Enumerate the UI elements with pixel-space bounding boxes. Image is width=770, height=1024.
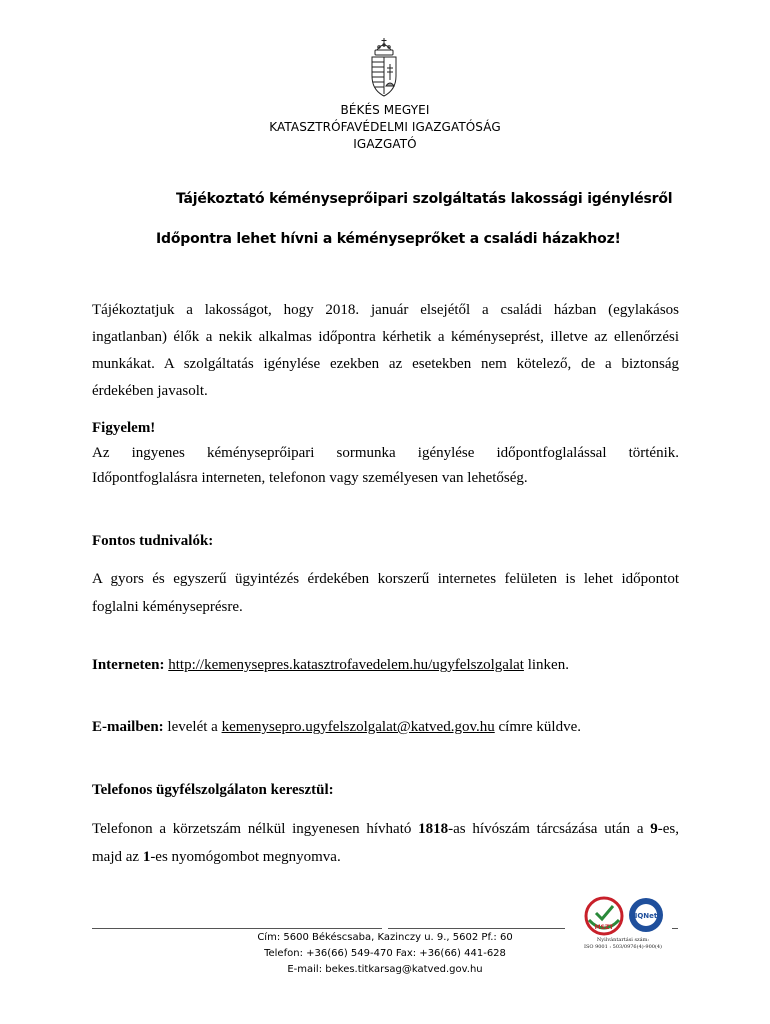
phone-text: Telefonon a körzetszám nélkül ingyenesen hívható xyxy=(92,821,412,837)
header-directorate: KATASZTRÓFAVÉDELMI IGAZGATÓSÁG xyxy=(269,120,501,134)
paragraph-line: Tájékoztatjuk a lakosságot, hogy 2018. január elsejétől a családi házban (egylakásos xyxy=(92,302,679,318)
iqnet-certification-logo-icon xyxy=(627,896,665,934)
email-suffix: címre küldve. xyxy=(498,719,581,735)
certification-caption-line: Nyilvántartási szám: xyxy=(596,937,650,943)
mszt-logo-text: MSZT xyxy=(594,924,614,931)
paragraph-line: foglalni kéményseprésre. xyxy=(92,599,243,615)
footer-email: E-mail: bekes.titkarsag@katved.gov.hu xyxy=(287,964,483,975)
menu-digit: 9 xyxy=(650,821,658,837)
hungarian-coat-of-arms-icon xyxy=(366,36,402,98)
iqnet-logo-text: IQNet xyxy=(634,912,658,920)
mszt-certification-logo-icon xyxy=(583,896,625,936)
service-email-link[interactable]: kemenysepro.ugyfelszolgalat@katved.gov.hu xyxy=(221,719,495,735)
internet-label: Interneten: xyxy=(92,657,165,673)
certification-caption xyxy=(571,937,675,951)
paragraph-line: Időpontfoglalásra interneten, telefonon vagy személyesen van lehetőség. xyxy=(92,470,528,486)
phone-text: -es, xyxy=(657,821,680,837)
certification-caption-line: ISO 9001 : 503/0976(4)-900(4) xyxy=(583,944,663,950)
document-subtitle: Időpontra lehet hívni a kéményseprőket a családi házakhoz! xyxy=(156,231,621,247)
paragraph-line: munkákat. A szolgáltatás igénylése ezekben az esetekben nem kötelező, de a biztonság xyxy=(92,356,679,372)
intro-paragraph xyxy=(92,297,679,405)
phone-service-paragraph xyxy=(92,815,679,871)
hotline-number: 1818 xyxy=(418,821,449,837)
phone-text: majd az xyxy=(92,849,140,865)
internet-contact-line xyxy=(92,654,569,676)
paragraph-line xyxy=(92,815,679,843)
footer-address: Cím: 5600 Békéscsaba, Kazinczy u. 9., 5602 Pf.: 60 xyxy=(257,932,513,943)
institution-header xyxy=(0,102,770,153)
paragraph-line xyxy=(92,843,679,871)
attention-heading: Figyelem! xyxy=(92,420,156,436)
header-director: IGAZGATÓ xyxy=(353,137,417,151)
email-prefix: levelét a xyxy=(167,719,218,735)
footer-divider xyxy=(388,928,565,929)
footer-phone-fax: Telefon: +36(66) 549-470 Fax: +36(66) 441-628 xyxy=(264,948,506,959)
email-label: E-mailben: xyxy=(92,719,164,735)
phone-text: -es nyomógombot megnyomva. xyxy=(150,849,341,865)
booking-website-link[interactable]: http://kemenysepres.katasztrofavedelem.hu/ugyfelszolgalat xyxy=(168,657,524,673)
internet-suffix: linken. xyxy=(527,657,569,673)
important-info-heading: Fontos tudnivalók: xyxy=(92,533,214,549)
header-county: BÉKÉS MEGYEI xyxy=(340,103,430,117)
footer-divider xyxy=(92,928,382,929)
document-title: Tájékoztató kéményseprőipari szolgáltatás lakossági igénylésről xyxy=(176,191,673,207)
paragraph-line: ingatlanban) élők a nekik alkalmas időpontra kérhetik a kéményseprést, illetve az ellenőrzési xyxy=(92,329,679,345)
email-contact-line xyxy=(92,716,581,738)
attention-paragraph xyxy=(92,441,679,491)
paragraph-line: érdekében javasolt. xyxy=(92,383,208,399)
phone-text: -as hívószám tárcsázása után a xyxy=(448,821,644,837)
footer-divider xyxy=(672,928,678,929)
paragraph-line: A gyors és egyszerű ügyintézés érdekében korszerű internetes felületen is lehet időpontot xyxy=(92,571,679,587)
paragraph-line: Az ingyenes kéményseprőipari sormunka igénylése időpontfoglalással történik. xyxy=(92,445,679,461)
phone-service-heading: Telefonos ügyfélszolgálaton keresztül: xyxy=(92,782,334,798)
menu-digit: 1 xyxy=(142,849,151,865)
important-info-paragraph xyxy=(92,565,679,621)
